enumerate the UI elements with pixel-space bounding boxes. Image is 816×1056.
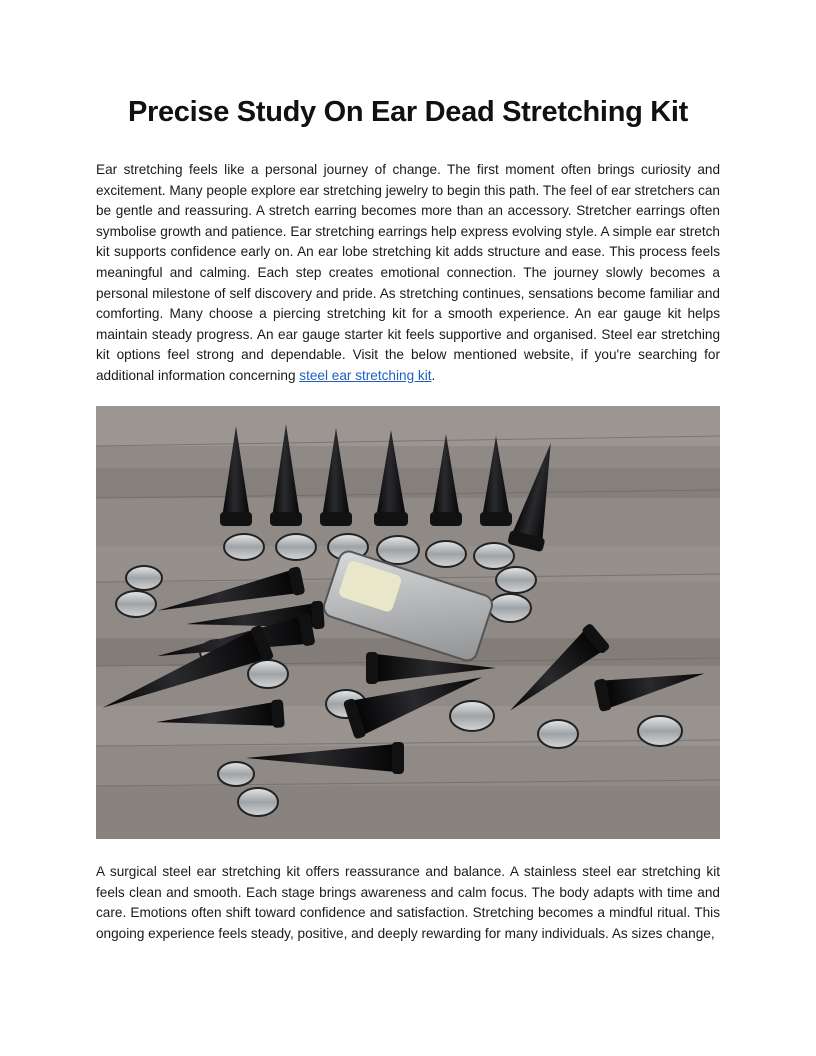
intro-paragraph xyxy=(96,160,720,387)
link-suffix: . xyxy=(431,367,436,383)
closing-paragraph: A surgical steel ear stretching kit offers reassurance and balance. A stainless steel ear stretching kit feels clean and smooth. Each stage brings awareness and calm focus. The body adapts with time and care. Emotions often shift toward confidence and satisfaction. Stretching becomes a mindful ritual. This ongoing experience feels steady, positive, and deeply rewarding for many individuals. As sizes change, xyxy=(96,864,720,941)
product-photo xyxy=(96,406,720,839)
steel-ear-stretching-kit-link[interactable]: steel ear stretching kit xyxy=(299,367,432,383)
intro-paragraph-text: Ear stretching feels like a personal journey of change. The first moment often brings curiosity and excitement. Many people explore ear stretching jewelry to begin this path. The feel of ear stretchers can be gentle and reassuring. A stretch earring becomes more than an accessory. Stretcher earrings often symbolise growth and patience. Ear stretching earrings help express evolving style. A simple ear stretch kit supports confidence early on. An ear lobe stretching kit adds structure and ease. This process feels meaningful and calming. Each step creates emotional connection. The journey slowly becomes a personal milestone of self discovery and pride. As stretching continues, sensations become familiar and comforting. Many choose a piercing stretching kit for a smooth experience. An ear gauge kit helps maintain steady progress. An ear gauge starter kit feels supportive and organised. Steel ear stretching kit options feel strong and dependable. Visit the below mentioned website, if you're searching for additional information concerning xyxy=(96,162,720,383)
page-title: Precise Study On Ear Dead Stretching Kit xyxy=(127,96,689,128)
